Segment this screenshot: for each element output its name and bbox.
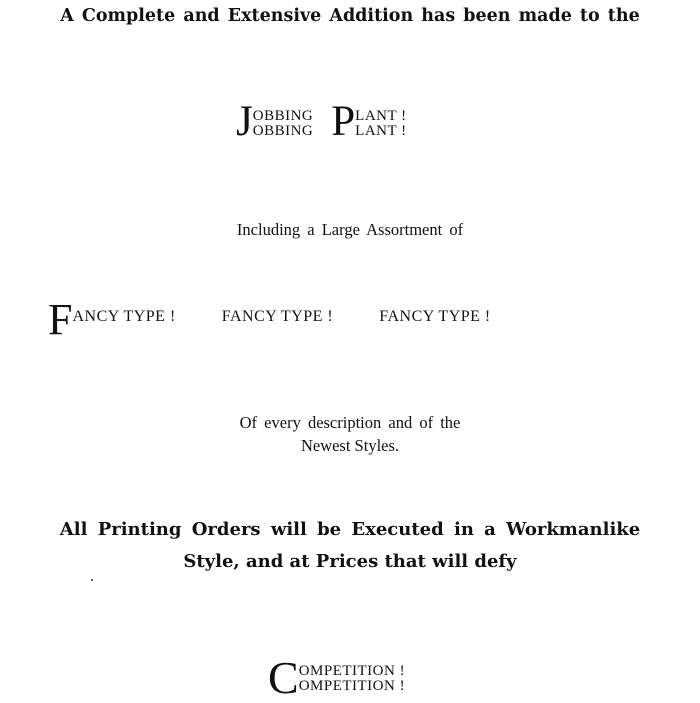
- competition-rest-bottom: OMPETITION !: [298, 678, 406, 694]
- jobbing-stack: [253, 109, 314, 139]
- competition-heading: [268, 652, 406, 703]
- jobbing-word: [236, 98, 314, 145]
- jobbing-rest-bottom: OBBING: [252, 123, 314, 139]
- plant-rest-bottom: LANT !: [355, 123, 407, 139]
- description-line-2: Newest Styles.: [300, 436, 400, 455]
- headline: A Complete and Extensive Addition has been made to the: [60, 6, 640, 26]
- fancy-type-first: ANCY TYPE !: [72, 308, 176, 325]
- ink-speck: [91, 579, 93, 581]
- competition-initial: C: [268, 652, 299, 703]
- fancy-type-second: FANCY TYPE !: [221, 308, 334, 325]
- fancy-initial: F: [48, 295, 73, 344]
- fancy-type-third: FANCY TYPE !: [379, 308, 491, 325]
- competition-rest-top: OMPETITION !: [298, 663, 406, 679]
- plant-initial: P: [331, 98, 356, 145]
- jobbing-rest-top: OBBING: [252, 108, 314, 124]
- jobbing-initial: J: [236, 98, 253, 145]
- orders-line-2: Style, and at Prices that will defy: [183, 551, 517, 572]
- orders-line-1: All Printing Orders will be Executed in a Workmanlike: [59, 519, 641, 540]
- fancy-type-row: [48, 295, 491, 344]
- plant-stack: [355, 109, 406, 139]
- plant-word: [331, 98, 407, 145]
- description-line-1: Of every description and of the: [239, 413, 461, 432]
- plant-rest-top: LANT !: [355, 108, 407, 124]
- competition-stack: [299, 664, 405, 694]
- jobbing-plant-heading: [236, 98, 407, 145]
- including-line: Including a Large Assortment of: [236, 220, 464, 239]
